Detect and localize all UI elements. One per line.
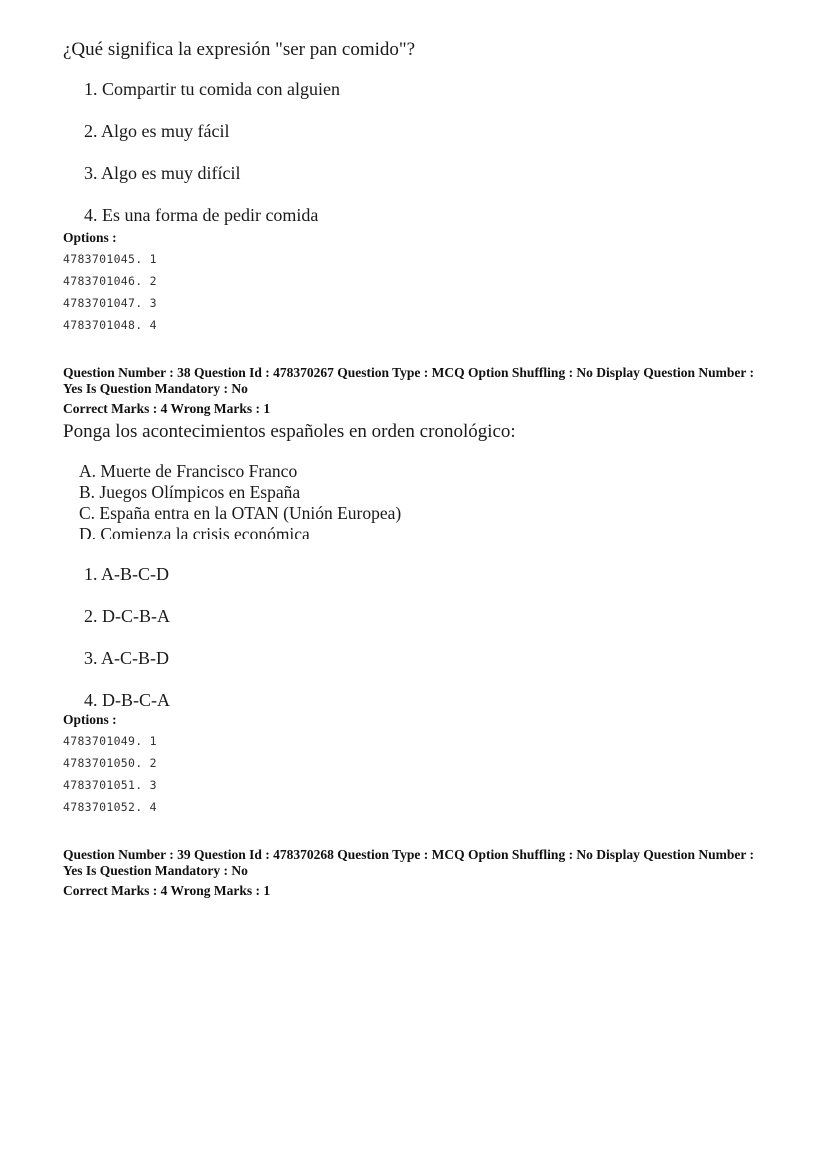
question-38-event-d-clip xyxy=(79,524,310,539)
question-37-option-id-3: 4783701047. 3 xyxy=(63,296,157,310)
question-37-text: ¿Qué significa la expresión "ser pan comido"? xyxy=(63,39,416,60)
question-37-choice-3: 3. Algo es muy difícil xyxy=(84,163,241,183)
question-37-choice-4: 4. Es una forma de pedir comida xyxy=(84,205,319,225)
question-38-meta: Question Number : 38 Question Id : 478370267 Question Type : MCQ Option Shuffling : No Display Question Number : Yes Is Question Mandatory : No xyxy=(63,365,754,396)
question-38-option-id-2: 4783701050. 2 xyxy=(63,756,157,770)
question-38-option-id-3: 4783701051. 3 xyxy=(63,778,157,792)
question-38-options-label: Options : xyxy=(63,712,117,727)
question-38-option-id-1: 4783701049. 1 xyxy=(63,734,157,748)
question-38-choice-3: 3. A-C-B-D xyxy=(84,648,169,668)
question-38-text: Ponga los acontecimientos españoles en orden cronológico: xyxy=(63,421,516,442)
question-37-choice-1: 1. Compartir tu comida con alguien xyxy=(84,79,340,99)
question-38-event-a: A. Muerte de Francisco Franco xyxy=(79,461,298,481)
question-38-event-b: B. Juegos Olímpicos en España xyxy=(79,482,301,502)
question-38-option-id-4: 4783701052. 4 xyxy=(63,800,157,814)
question-38-marks: Correct Marks : 4 Wrong Marks : 1 xyxy=(63,401,271,416)
question-37-option-id-4: 4783701048. 4 xyxy=(63,318,157,332)
question-37-option-id-1: 4783701045. 1 xyxy=(63,252,157,266)
question-38-event-c: C. España entra en la OTAN (Unión Europea) xyxy=(79,503,402,523)
question-39-marks: Correct Marks : 4 Wrong Marks : 1 xyxy=(63,883,271,898)
question-39-meta: Question Number : 39 Question Id : 478370268 Question Type : MCQ Option Shuffling : No Display Question Number : Yes Is Question Mandatory : No xyxy=(63,847,754,878)
question-37-option-id-2: 4783701046. 2 xyxy=(63,274,157,288)
question-38-event-d: D. Comienza la crisis económica xyxy=(79,524,310,539)
question-38-choice-1: 1. A-B-C-D xyxy=(84,564,169,584)
question-37-options-label: Options : xyxy=(63,230,117,245)
question-37-choice-2: 2. Algo es muy fácil xyxy=(84,121,230,141)
question-38-choice-4: 4. D-B-C-A xyxy=(84,690,170,710)
question-38-choice-2: 2. D-C-B-A xyxy=(84,606,170,626)
